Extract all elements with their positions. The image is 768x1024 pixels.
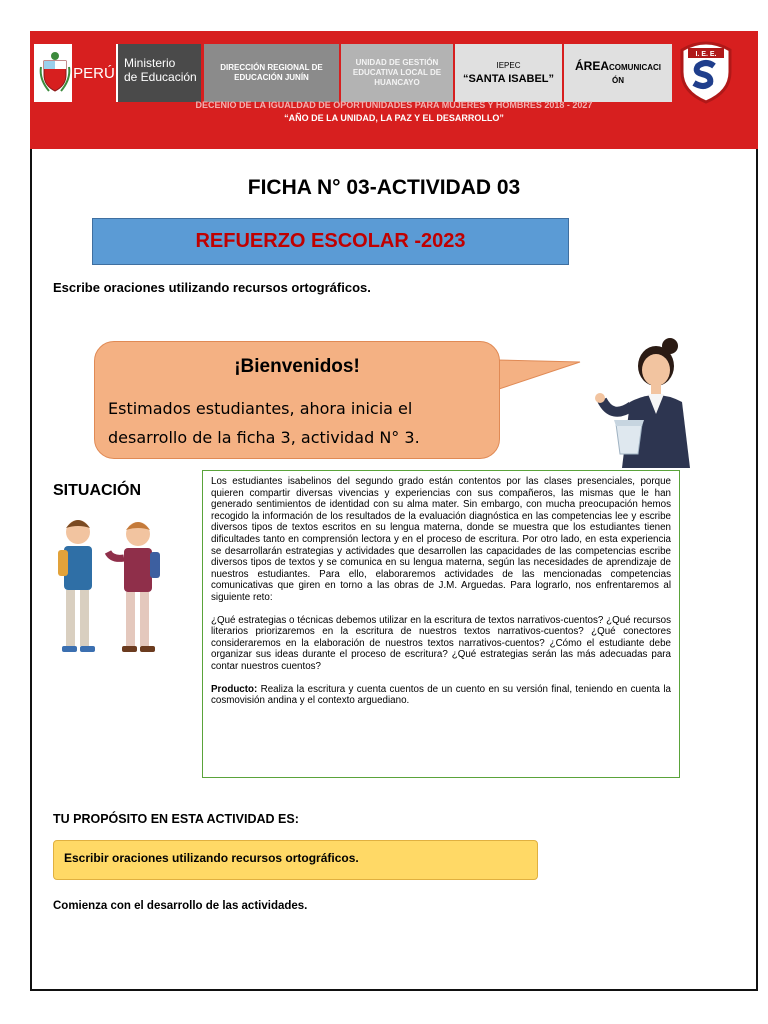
minedu-logo <box>34 44 201 102</box>
drej-cell: DIRECCIÓN REGIONAL DE EDUCACIÓN JUNÍN <box>204 44 339 102</box>
proposito-heading: TU PROPÓSITO EN ESTA ACTIVIDAD ES: <box>53 812 299 826</box>
proposito-box: Escribir oraciones utilizando recursos ortográficos. <box>53 840 538 880</box>
welcome-title: ¡Bienvenidos! <box>234 356 360 377</box>
peru-shield-icon <box>38 47 72 99</box>
producto-label: Producto: <box>211 683 258 695</box>
refuerzo-banner: REFUERZO ESCOLAR -2023 <box>92 218 569 265</box>
producto-text: Realiza la escritura y cuenta cuentos de un cuento en su versión final, teniendo en cuenta la cosmovisión andina y el contexto arguediano. <box>211 683 671 707</box>
situacion-box <box>202 470 680 778</box>
ministerio-label <box>118 44 201 102</box>
comienza-text: Comienza con el desarrollo de las actividades. <box>53 900 308 912</box>
ugel-cell: UNIDAD DE GESTIÓN EDUCATIVA LOCAL DE HUANCAYO <box>341 44 453 102</box>
area-label: ÁREA <box>574 58 609 73</box>
reto-questions: ¿Qué estrategias o técnicas debemos utilizar en la escritura de textos narrativos-cuentos? ¿Qué recursos literarios priorizaremos en la escritura de nuestros textos narrativos-cuentos? ¿Qué conectores consideraremos en la elaboración de nuestros textos narrativos-cuentos? ¿Cómo el estudiante debe organizar sus ideas durante el proceso de escritura? ¿Qué estrategias serán las más adecuadas para contar nuestros cuentos? <box>211 614 671 672</box>
instruction-text: Escribe oraciones utilizando recursos ortográficos. <box>53 280 371 295</box>
school-emblem-icon <box>678 40 734 104</box>
producto-paragraph <box>211 684 671 707</box>
school-name: “SANTA ISABEL” <box>462 73 555 85</box>
welcome-text: Estimados estudiantes, ahora inicia el desarrollo de la ficha 3, actividad N° 3. <box>108 399 420 447</box>
ministerio-line-2: de Educación <box>124 70 197 84</box>
page-title: FICHA N° 03-ACTIVIDAD 03 <box>247 176 521 199</box>
decenio-text <box>30 99 758 125</box>
area-cell <box>564 44 672 102</box>
area-value-1: COMUNICACI <box>609 62 661 72</box>
emblem-label: I. E. E. <box>695 51 717 58</box>
school-type: IEPEC <box>496 61 521 70</box>
peru-label: PERÚ <box>72 44 116 102</box>
area-value-2: ÓN <box>611 75 624 85</box>
situacion-label: SITUACIÓN <box>53 482 141 499</box>
decenio-line: DECENIO DE LA IGUALDAD DE OPORTUNIDADES PARA MUJERES Y HOMBRES 2018 - 2027 <box>195 100 593 110</box>
students-illustration-icon <box>50 514 166 660</box>
teacher-illustration-icon <box>586 332 706 468</box>
school-cell <box>455 44 562 102</box>
ministerio-line-1: Ministerio <box>124 56 176 70</box>
situacion-paragraph: Los estudiantes isabelinos del segundo grado están contentos por las clases presenciales, porque quieren compartir diversas vivencias y experiencias con sus compañeros, las mismas que le han generado sentimientos de identidad con su alma mater. Sin embargo, con mucha preocupación hemos recogido la información de los resultados de la evaluación diagnóstica en las competencias lee y escribe diversos tipos de textos escritos en su lengua materna, donde se muestra que los estudiantes tienen dificultades tanto en comprensión lectora y en el proceso de escritura. Por otro lado, en esta experiencia se desarrollarán estrategias y actividades que desarrollen las capacidades de las competencias escribe diversos tipos de textos y se comunica en su lengua materna, según las necesidades de aprendizaje de nuestros estudiantes. Para ello, elaboraremos actividades de las mencionadas competencias comunicativas que giren en torno a las obras de J.M. Arguedas. Para lograrlo, nos enfrentaremos al siguiente reto: <box>211 476 671 603</box>
anio-line: “AÑO DE LA UNIDAD, LA PAZ Y EL DESARROLLO” <box>284 113 504 123</box>
